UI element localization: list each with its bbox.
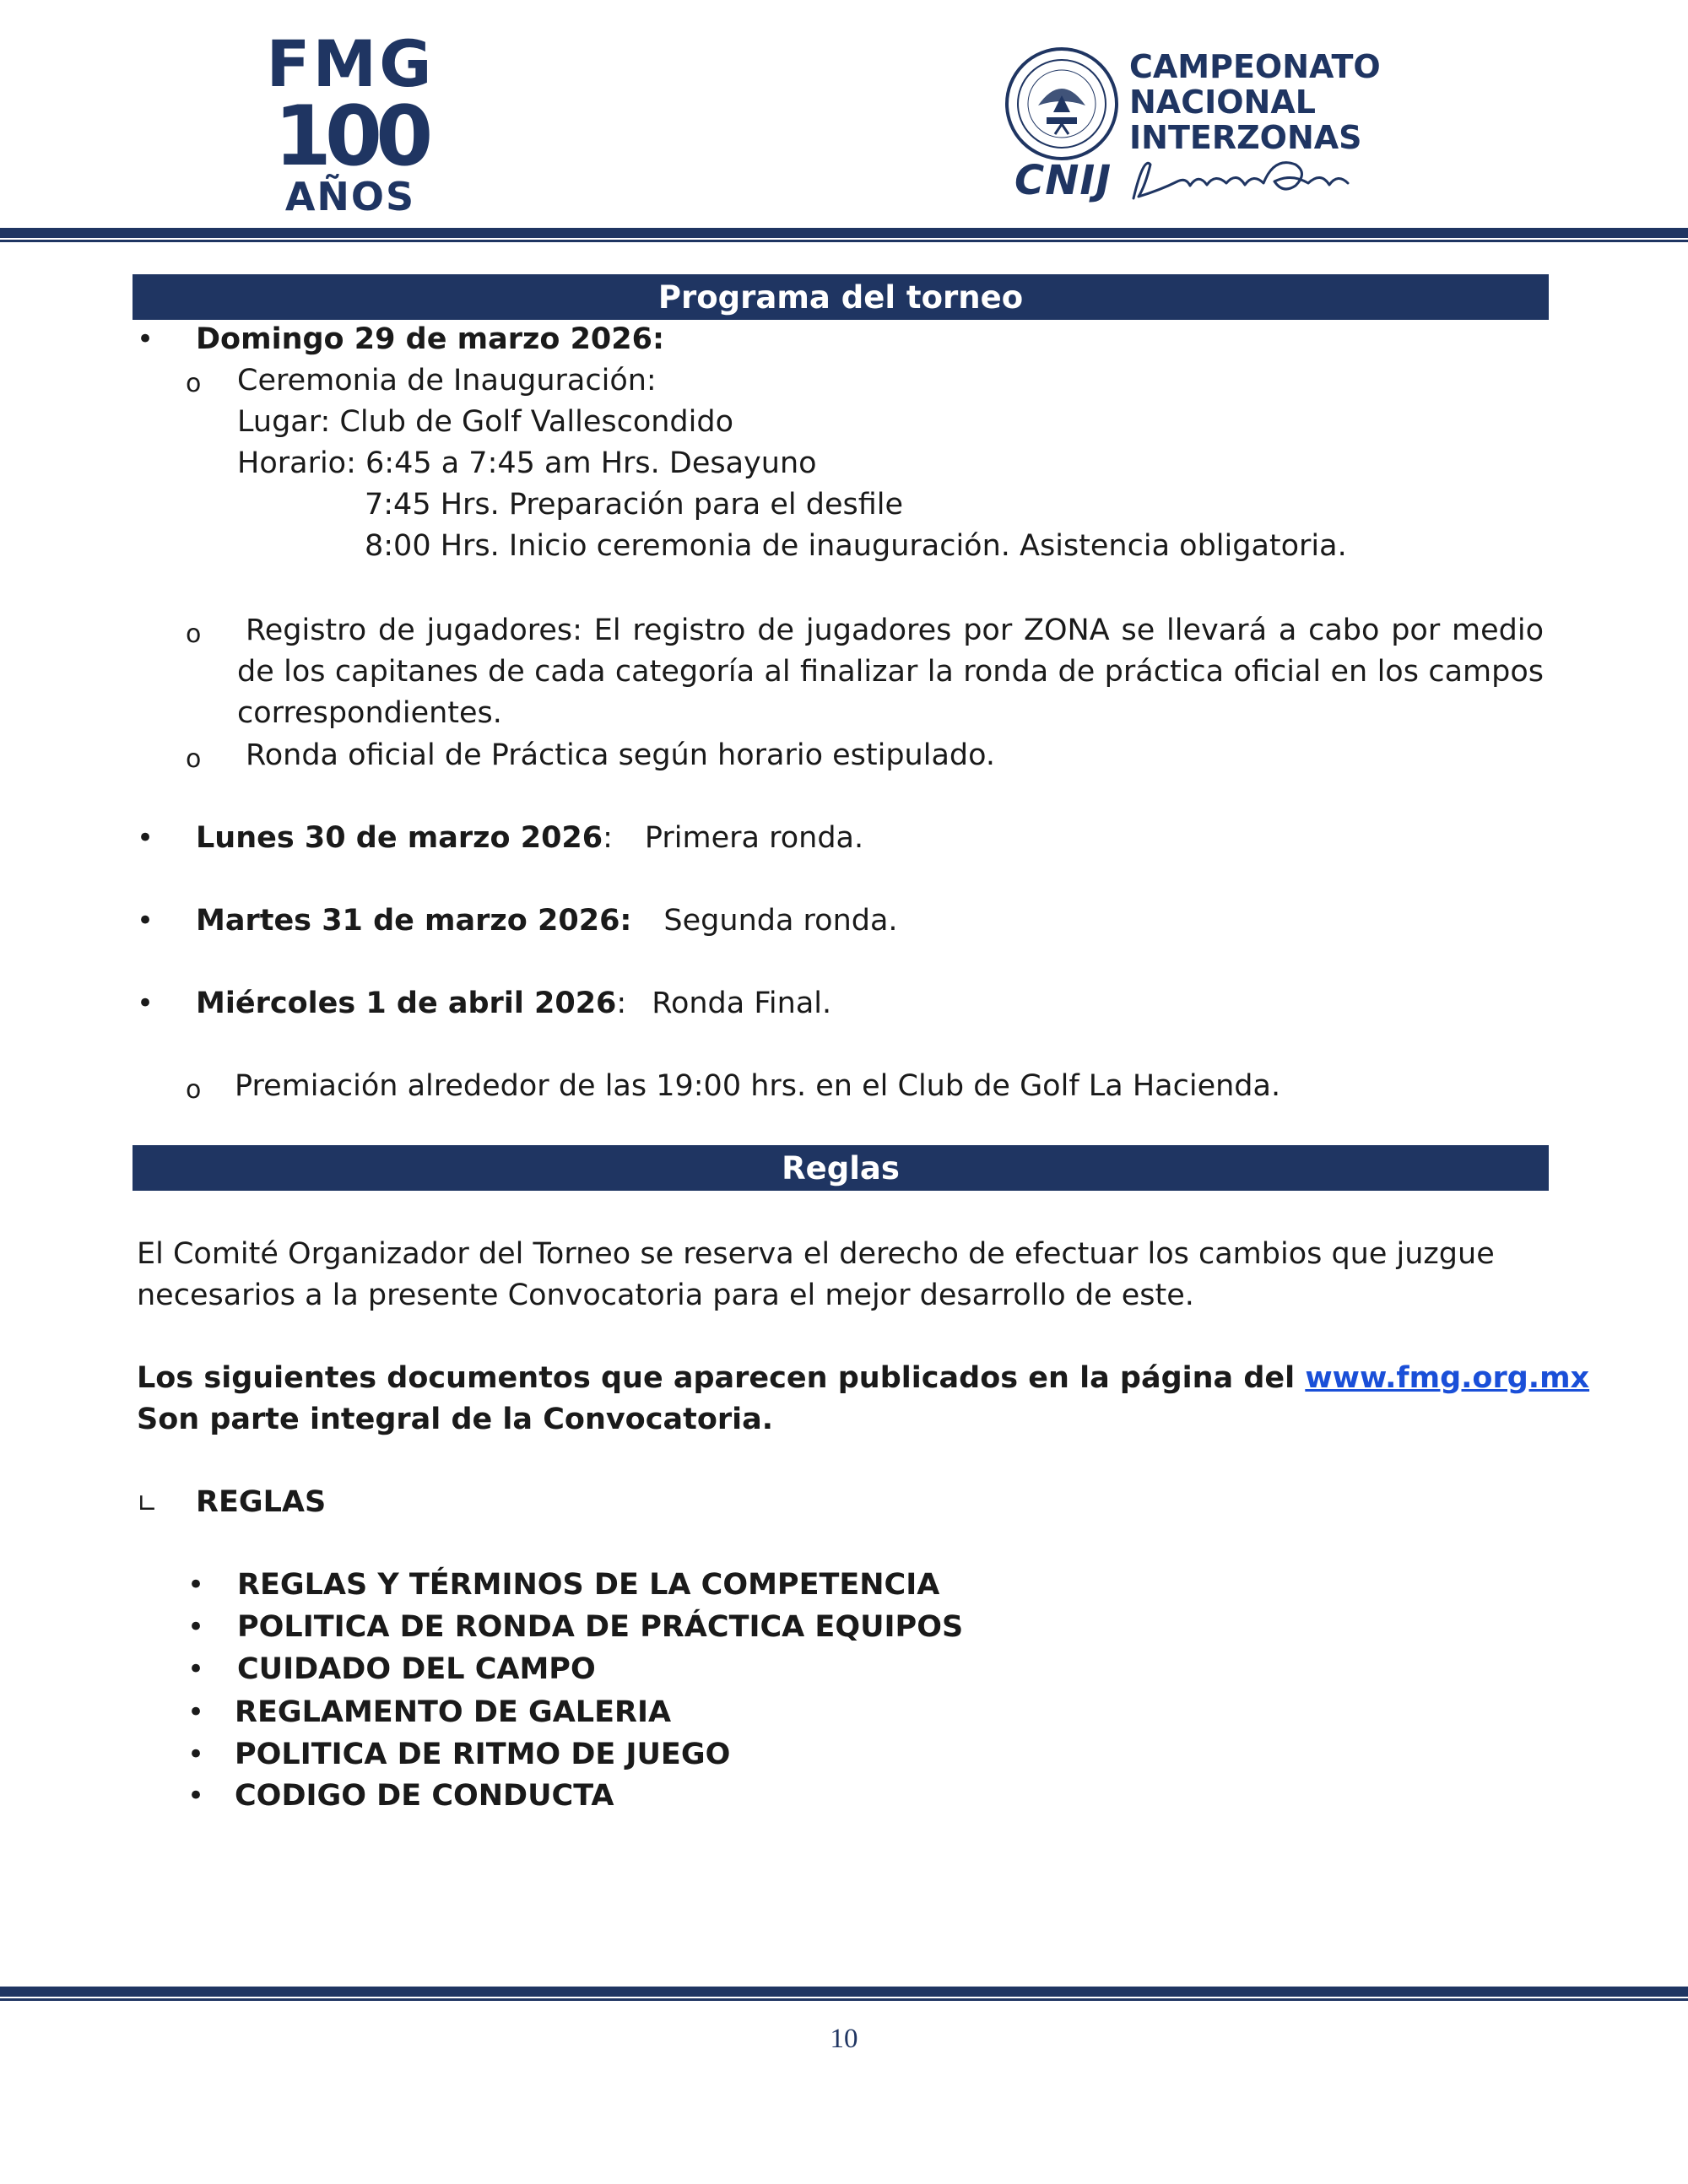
document-item: POLITICA DE RITMO DE JUEGO	[235, 1738, 731, 1771]
section-heading-programa: Programa del torneo	[133, 274, 1549, 320]
ceremonia-horario-1: Horario: 6:45 a 7:45 am Hrs. Desayuno	[237, 446, 817, 480]
cnij-abbreviation: CNIJ	[1014, 157, 1112, 204]
logo-anos-text: AÑOS	[284, 174, 416, 219]
documents-line-1	[137, 1358, 1589, 1399]
ceremonia-lugar: Lugar: Club de Golf Vallescondido	[237, 405, 733, 439]
martes-item	[196, 900, 898, 942]
lunes-sep: :	[603, 821, 613, 855]
premiacion-text: Premiación alrededor de las 19:00 hrs. en el Club de Golf La Hacienda.	[235, 1069, 1281, 1103]
fmg-100-logo	[249, 26, 452, 219]
documents-text: Los siguientes documentos que aparecen publicados en la página del	[137, 1361, 1306, 1395]
reglas-list-title: REGLAS	[196, 1485, 327, 1519]
bullet-icon: •	[137, 904, 154, 938]
title-line-1: CAMPEONATO	[1129, 48, 1381, 85]
fmg-website-link[interactable]: www.fmg.org.mx	[1305, 1361, 1590, 1395]
title-line-3: INTERZONAS	[1129, 119, 1362, 156]
bullet-icon: •	[187, 1568, 205, 1602]
document-item: REGLAMENTO DE GALERIA	[235, 1695, 672, 1729]
documents-line-2: Son parte integral de la Convocatoria.	[137, 1403, 774, 1436]
bullet-icon: •	[137, 987, 154, 1020]
signature-logo	[1127, 148, 1355, 207]
title-line-2: NACIONAL	[1129, 84, 1316, 121]
registro-paragraph: Registro de jugadores: El registro de jugadores por ZONA se llevará a cabo por medio de los capitanes de cada categoría al finalizar la ronda de práctica oficial en los campos correspondientes.	[237, 614, 1544, 730]
martes-label: Martes 31 de marzo 2026:	[196, 904, 632, 938]
document-item: CUIDADO DEL CAMPO	[237, 1652, 596, 1686]
circle-bullet-icon: o	[186, 369, 202, 398]
section-heading-reglas: Reglas	[133, 1145, 1549, 1191]
bullet-icon: •	[187, 1695, 205, 1729]
footer-rule	[0, 1987, 1688, 1997]
lunes-label: Lunes 30 de marzo 2026	[196, 821, 603, 855]
document-item: POLITICA DE RONDA DE PRÁCTICA EQUIPOS	[237, 1610, 964, 1644]
ceremonia-horario-2: 7:45 Hrs. Preparación para el desfile	[365, 488, 904, 522]
bullet-icon: •	[187, 1652, 205, 1686]
practica-text: Ronda oficial de Práctica según horario estipulado.	[246, 738, 996, 772]
logo-fmg-text: FMG	[266, 26, 435, 101]
header-rule-thin	[0, 240, 1688, 242]
domingo-label: Domingo 29 de marzo 2026:	[196, 322, 664, 356]
reglas-paragraph-line-1: El Comité Organizador del Torneo se reserva el derecho de efectuar los cambios que juzgue	[137, 1237, 1495, 1271]
page-number: 10	[830, 2024, 858, 2054]
document-item: REGLAS Y TÉRMINOS DE LA COMPETENCIA	[237, 1568, 940, 1602]
document-item: CODIGO DE CONDUCTA	[235, 1779, 614, 1813]
bullet-icon: •	[137, 322, 154, 356]
martes-value: Segunda ronda.	[663, 904, 898, 938]
circle-bullet-icon: o	[186, 744, 202, 774]
lunes-value: Primera ronda.	[644, 821, 864, 855]
miercoles-label: Miércoles 1 de abril 2026	[196, 987, 617, 1020]
championship-title	[1129, 49, 1381, 155]
header-rule	[0, 228, 1688, 238]
footer-rule-thin	[0, 1998, 1688, 2001]
corner-bullet-icon: ∟	[137, 1489, 159, 1519]
miercoles-sep: :	[616, 987, 627, 1020]
lunes-item	[196, 818, 863, 859]
circle-bullet-icon: o	[186, 1075, 202, 1105]
ceremonia-title: Ceremonia de Inauguración:	[237, 364, 657, 397]
ceremonia-horario-3: 8:00 Hrs. Inicio ceremonia de inauguración. Asistencia obligatoria.	[365, 529, 1347, 563]
circle-bullet-icon: o	[186, 619, 202, 649]
bullet-icon: •	[187, 1738, 205, 1771]
bullet-icon: •	[187, 1779, 205, 1813]
logo-100-text: 100	[273, 89, 427, 185]
bullet-icon: •	[137, 821, 154, 855]
federation-seal-icon	[1004, 46, 1119, 161]
reglas-paragraph-line-2: necesarios a la presente Convocatoria para el mejor desarrollo de este.	[137, 1279, 1194, 1312]
miercoles-value: Ronda Final.	[652, 987, 832, 1020]
miercoles-item	[196, 983, 831, 1024]
bullet-icon: •	[187, 1610, 205, 1644]
